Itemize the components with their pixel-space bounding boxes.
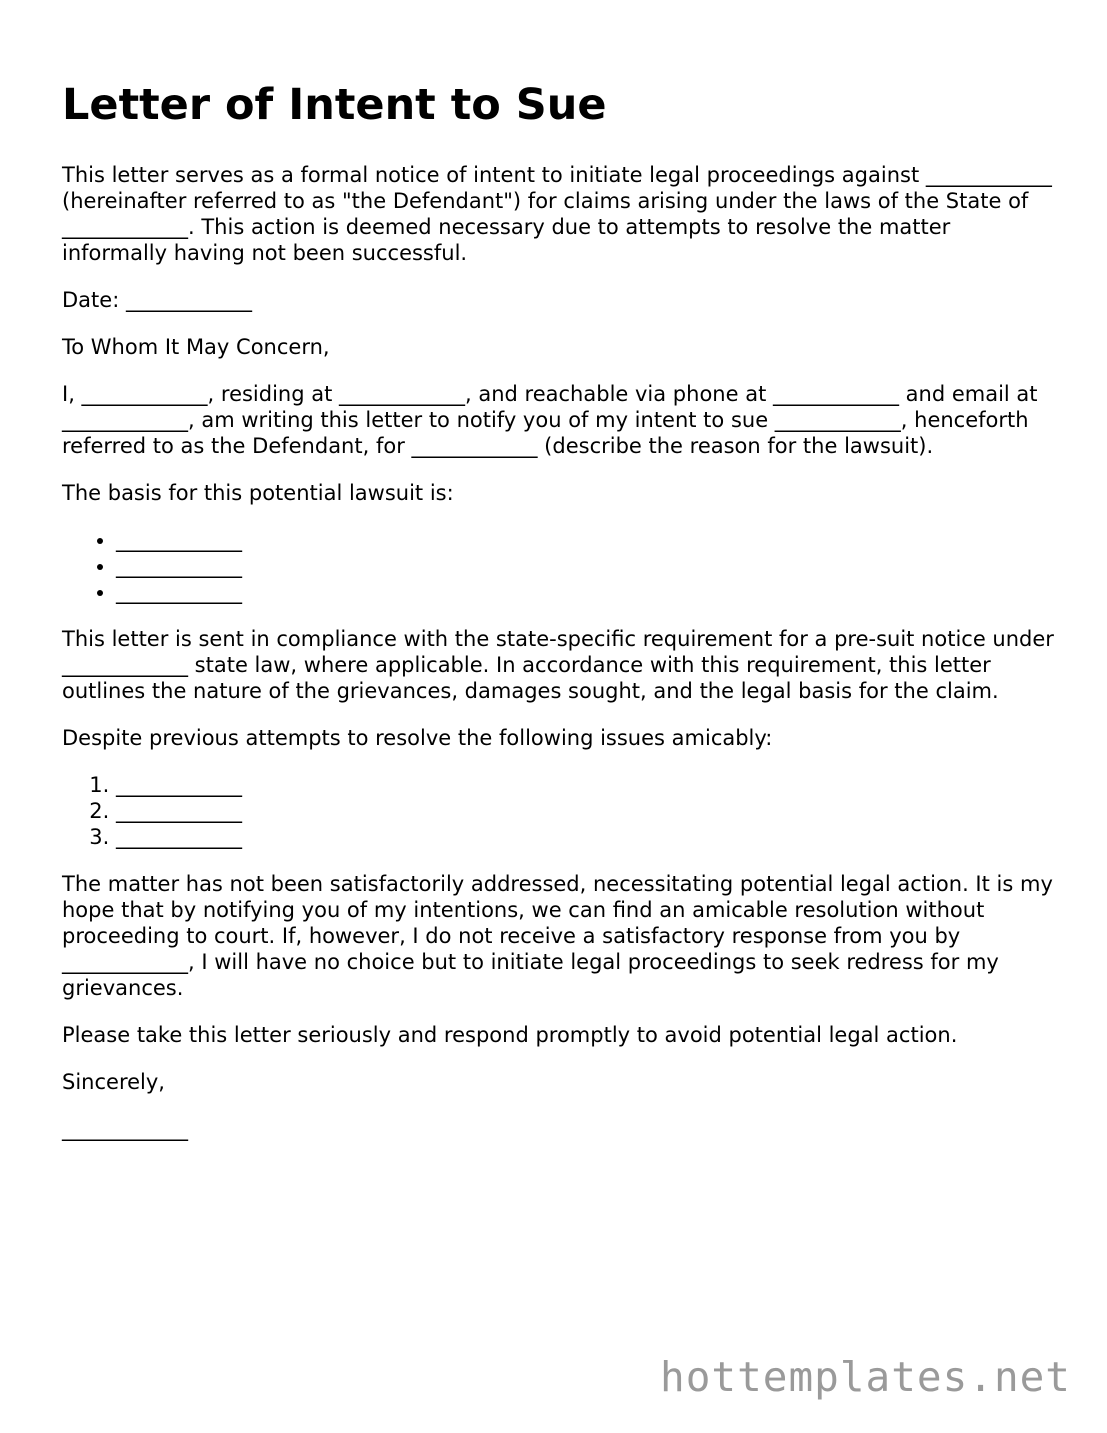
salutation: To Whom It May Concern, (62, 335, 330, 359)
signature-line: ____________ (62, 1117, 188, 1141)
list-item: 3. ____________ (116, 824, 1057, 850)
date-line: Date: ____________ (62, 288, 252, 312)
list-item: • ____________ (116, 579, 1057, 605)
closing: Sincerely, (62, 1070, 165, 1094)
letter-content (62, 78, 1057, 1163)
list-item: 2. ____________ (116, 798, 1057, 824)
compliance-paragraph: This letter is sent in compliance with the state-specific requirement for a pre-suit notice under ____________ state law, where applicable. In accordance with this requirement, this letter outlines the nature of the grievances, damages sought, and the legal basis for the claim. (62, 627, 1054, 703)
basis-heading: The basis for this potential lawsuit is: (62, 481, 454, 505)
attempts-heading: Despite previous attempts to resolve the following issues amicably: (62, 726, 773, 750)
list-item: • ____________ (116, 527, 1057, 553)
intro-paragraph: This letter serves as a formal notice of intent to initiate legal proceedings against ____________ (hereinafter referred to as "the Defendant") for claims arising under the laws of the State of ____________. This action is deemed necessary due to attempts to resolve the matter informally having not been successful. (62, 163, 1052, 265)
attempts-list (62, 772, 1057, 850)
watermark: hottemplates.net (660, 1353, 1071, 1401)
closing-request: Please take this letter seriously and respond promptly to avoid potential legal action. (62, 1023, 958, 1047)
basis-list (62, 527, 1057, 605)
identity-paragraph: I, ____________, residing at ____________, and reachable via phone at ____________ and email at ____________, am writing this letter to notify you of my intent to sue ____________, henceforth referred to as the Defendant, for ____________ (describe the reason for the lawsuit). (62, 382, 1038, 458)
list-item: 1. ____________ (116, 772, 1057, 798)
page-title: Letter of Intent to Sue (62, 80, 607, 130)
list-item: • ____________ (116, 553, 1057, 579)
matter-paragraph: The matter has not been satisfactorily addressed, necessitating potential legal action. It is my hope that by notifying you of my intentions, we can find an amicable resolution without proceeding to court. If, however, I do not receive a satisfactory response from you by ____________, I will have no choice but to initiate legal proceedings to seek redress for my grievances. (62, 872, 1053, 1000)
